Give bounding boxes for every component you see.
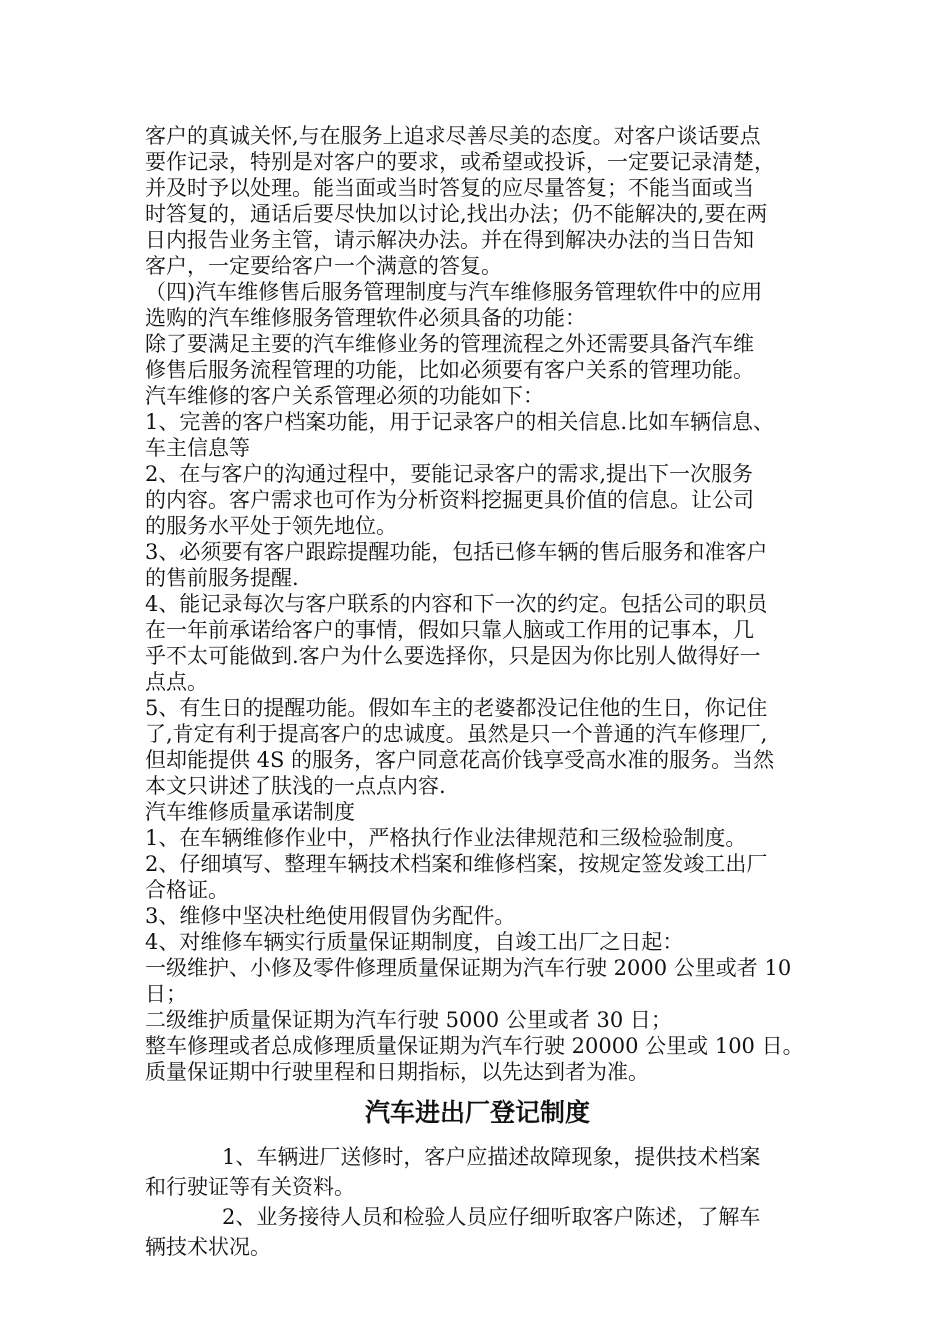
text-line: 本文只讲述了肤浅的一点点内容. (145, 774, 446, 798)
text-line: 车主信息等 (145, 436, 250, 460)
text-line: 的服务水平处于领先地位。 (145, 514, 397, 538)
text-line: 1、完善的客户档案功能，用于记录客户的相关信息.比如车辆信息、 (145, 410, 775, 434)
text-line: 辆技术状况。 (145, 1235, 271, 1259)
text-line: 点点。 (145, 670, 208, 694)
text-line: 1、在车辆维修作业中，严格执行作业法律规范和三级检验制度。 (145, 826, 747, 850)
document-page (145, 123, 810, 1262)
text-line: （四)汽车维修售后服务管理制度与汽车维修服务管理软件中的应用 (145, 280, 763, 304)
text-line: 客户，一定要给客户一个满意的答复。 (145, 254, 502, 278)
text-line: 质量保证期中行驶里程和日期指标，以先达到者为准。 (145, 1060, 649, 1084)
text-line: 整车修理或者总成修理质量保证期为汽车行驶 20000 公里或 100 日。 (145, 1034, 804, 1058)
text-line: 并及时予以处理。能当面或当时答复的应尽量答复；不能当面或当 (145, 176, 754, 200)
text-line: 5、有生日的提醒功能。假如车主的老婆都没记住他的生日，你记住 (145, 696, 768, 720)
section-title: 汽车进出厂登记制度 (364, 1098, 590, 1127)
text-line: 的内容。客户需求也可作为分析资料挖掘更具价值的信息。让公司 (145, 488, 754, 512)
section-body (145, 1142, 810, 1262)
text-line: 3、维修中坚决杜绝使用假冒伪劣配件。 (145, 904, 516, 928)
text-line: 4、能记录每次与客户联系的内容和下一次的约定。包括公司的职员 (145, 592, 768, 616)
text-line: 客户的真诚关怀,与在服务上追求尽善尽美的态度。对客户谈话要点 (145, 124, 761, 148)
text-line: 和行驶证等有关资料。 (145, 1175, 355, 1199)
text-line: 2、业务接待人员和检验人员应仔细听取客户陈述，了解车 (222, 1205, 761, 1229)
text-line: 了,肯定有利于提高客户的忠诚度。虽然是只一个普通的汽车修理厂, (145, 722, 768, 746)
text-line: 二级维护质量保证期为汽车行驶 5000 公里或者 30 日； (145, 1008, 672, 1032)
text-line: 合格证。 (145, 878, 229, 902)
text-line: 2、在与客户的沟通过程中，要能记录客户的需求,提出下一次服务 (145, 462, 754, 486)
text-line: 3、必须要有客户跟踪提醒功能，包括已修车辆的售后服务和准客户 (145, 540, 768, 564)
text-line: 除了要满足主要的汽车维修业务的管理流程之外还需要具备汽车维 (145, 332, 754, 356)
text-line: 的售前服务提醒. (145, 566, 299, 590)
text-line: 时答复的，通话后要尽快加以讨论,找出办法；仍不能解决的,要在两 (145, 202, 768, 226)
text-line: 2、仔细填写、整理车辆技术档案和维修档案，按规定签发竣工出厂 (145, 852, 768, 876)
text-line: 日内报告业务主管，请示解决办法。并在得到解决办法的当日告知 (145, 228, 754, 252)
text-line: 1、车辆进厂送修时，客户应描述故障现象，提供技术档案 (222, 1145, 761, 1169)
text-line: 在一年前承诺给客户的事情，假如只靠人脑或工作用的记事本，几 (145, 618, 754, 642)
body-text (145, 123, 810, 1085)
text-line: 一级维护、小修及零件修理质量保证期为汽车行驶 2000 公里或者 10 (145, 956, 792, 980)
text-line: 修售后服务流程管理的功能，比如必须要有客户关系的管理功能。 (145, 358, 754, 382)
text-line: 汽车维修质量承诺制度 (145, 800, 355, 824)
text-line: 选购的汽车维修服务管理软件必须具备的功能： (145, 306, 586, 330)
text-line: 但却能提供 4S 的服务，客户同意花高价钱享受高水准的服务。当然 (145, 748, 775, 772)
text-line: 乎不太可能做到.客户为什么要选择你，只是因为你比别人做得好一 (145, 644, 761, 668)
text-line: 4、对维修车辆实行质量保证期制度，自竣工出厂之日起： (145, 930, 684, 954)
text-line: 汽车维修的客户关系管理必须的功能如下： (145, 384, 544, 408)
text-line: 日； (145, 982, 187, 1006)
text-line: 要作记录，特别是对客户的要求，或希望或投诉，一定要记录清楚， (145, 150, 775, 174)
